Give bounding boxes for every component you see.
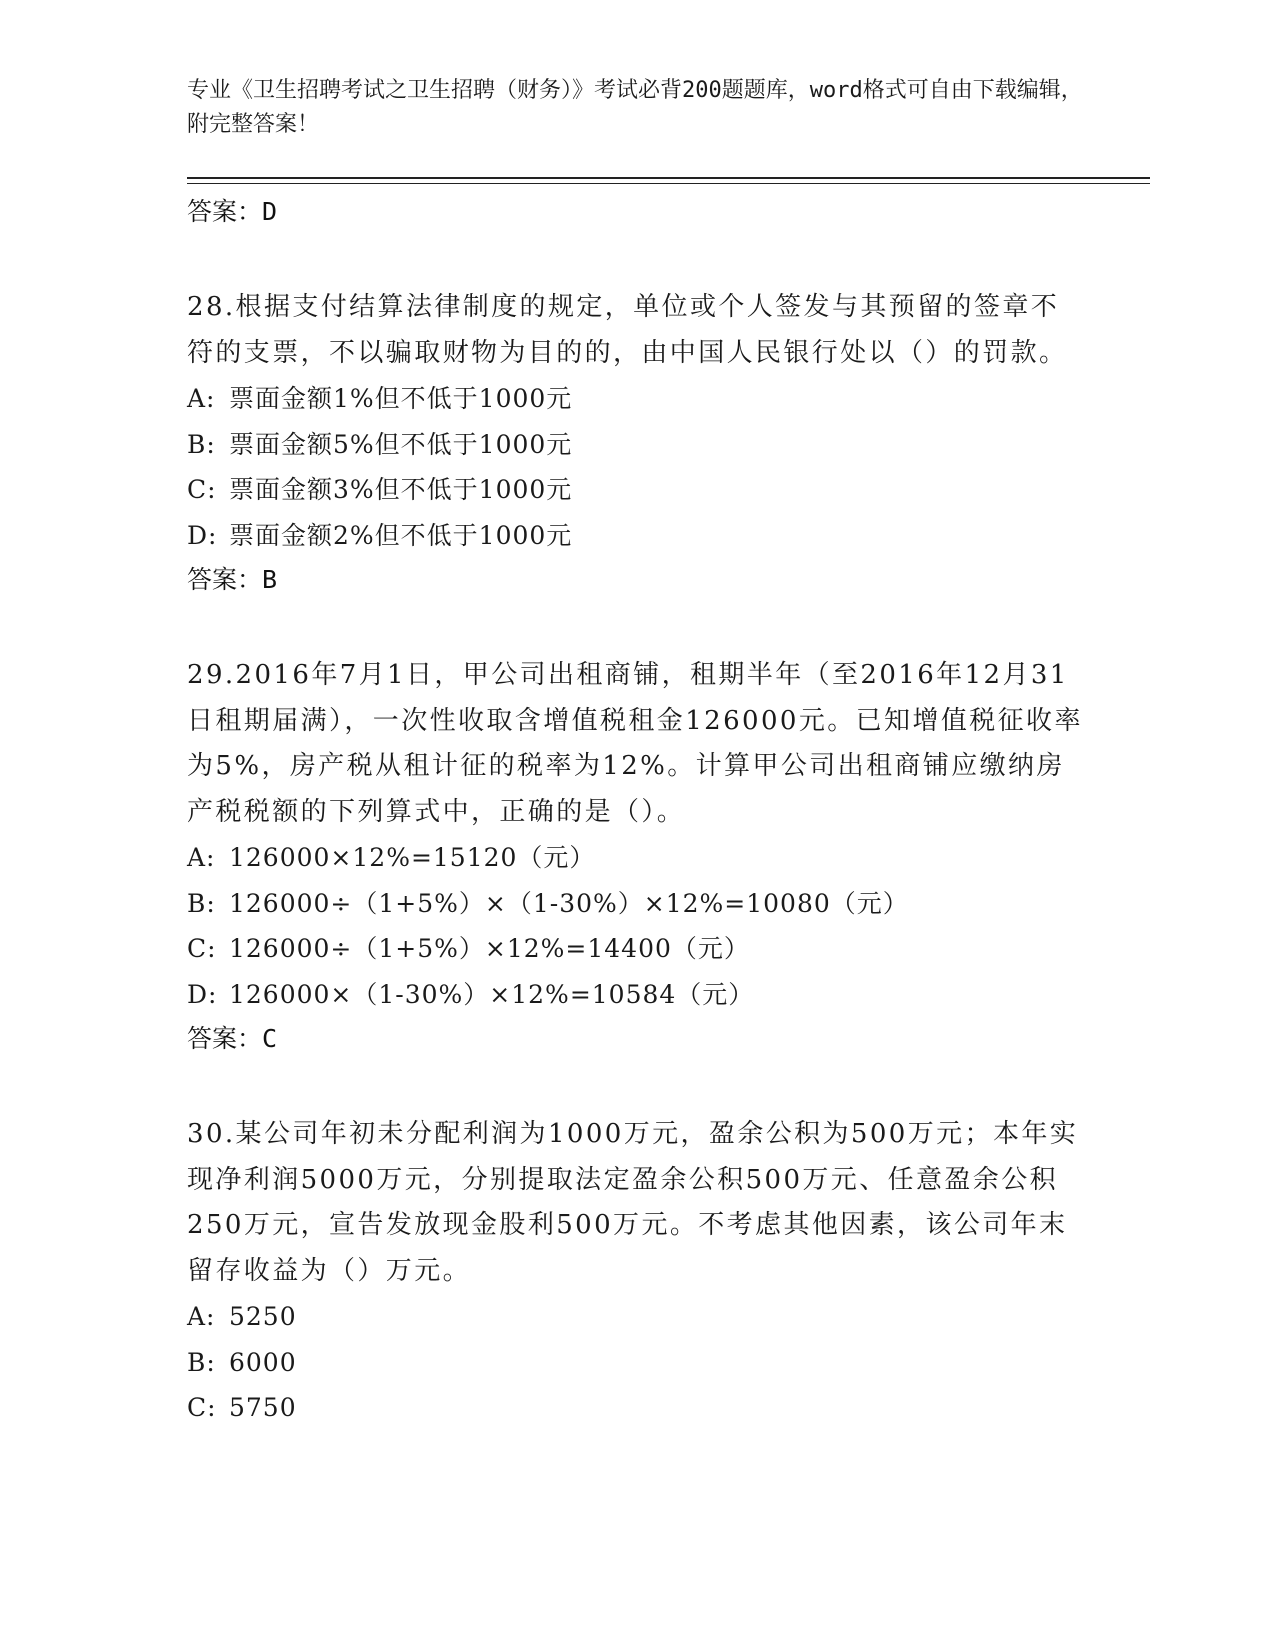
option-text: 126000÷（1+5%）×（1-30%）×12%=10080（元） [229,888,909,918]
question-text: 28.根据支付结算法律制度的规定，单位或个人签发与其预留的签章不符的支票，不以骗取财物为目的的，由中国人民银行处以（）的罚款。 [187,292,1068,368]
answer-line: 答案：B [187,565,278,594]
option-text: 票面金额1%但不低于1000元 [229,384,573,413]
option-a [187,1294,1087,1340]
answer-line: 答案：C [187,1024,278,1053]
option-letter: A: [187,384,216,413]
option-letter: B: [187,888,216,918]
option-a [187,835,1087,881]
option-letter: C: [187,934,217,963]
option-letter: D: [187,979,218,1009]
question-28 [187,285,1087,608]
option-a [187,376,1087,422]
option-letter: B: [187,1347,216,1377]
option-d [187,972,1087,1018]
header-rule-thick [187,177,1150,179]
option-text: 票面金额3%但不低于1000元 [229,475,573,504]
option-text: 5750 [229,1393,297,1422]
option-c [187,1385,1087,1431]
option-b [187,422,1087,468]
page-header: 专业《卫生招聘考试之卫生招聘（财务）》考试必背200题题库，word格式可自由下载编辑，附完整答案！ [187,78,1083,137]
option-text: 票面金额5%但不低于1000元 [229,429,573,459]
question-text: 29.2016年7月1日，甲公司出租商铺，租期半年（至2016年12月31日租期届满），一次性收取含增值税租金126000元。已知增值税征收率为5%，房产税从租计征的税率为12%。计算甲公司出租商铺应缴纳房产税税额的下列算式中，正确的是（）。 [187,660,1083,827]
option-letter: A: [187,1302,216,1331]
question-text: 30.某公司年初未分配利润为1000万元，盈余公积为500万元；本年实现净利润5000万元，分别提取法定盈余公积500万元、任意盈余公积250万元，宣告发放现金股利500万元。不考虑其他因素，该公司年末留存收益为（）万元。 [187,1119,1079,1286]
answer-line: 答案：D [187,197,278,226]
question-30 [187,1112,1087,1431]
option-c [187,467,1087,513]
option-letter: A: [187,843,216,872]
option-c [187,926,1087,972]
option-text: 126000×12%=15120（元） [229,843,596,872]
option-d [187,513,1087,559]
option-text: 126000÷（1+5%）×12%=14400（元） [229,934,750,963]
option-text: 票面金额2%但不低于1000元 [229,520,573,550]
option-letter: C: [187,475,217,504]
option-text: 126000×（1-30%）×12%=10584（元） [229,979,755,1009]
option-b [187,1340,1087,1386]
option-letter: B: [187,429,216,459]
document-body [187,190,1087,1431]
option-letter: D: [187,520,218,550]
header-rule-thin [187,183,1150,184]
option-letter: C: [187,1393,217,1422]
question-29 [187,653,1087,1067]
option-b [187,881,1087,927]
option-text: 6000 [229,1347,297,1377]
option-text: 5250 [229,1302,297,1331]
